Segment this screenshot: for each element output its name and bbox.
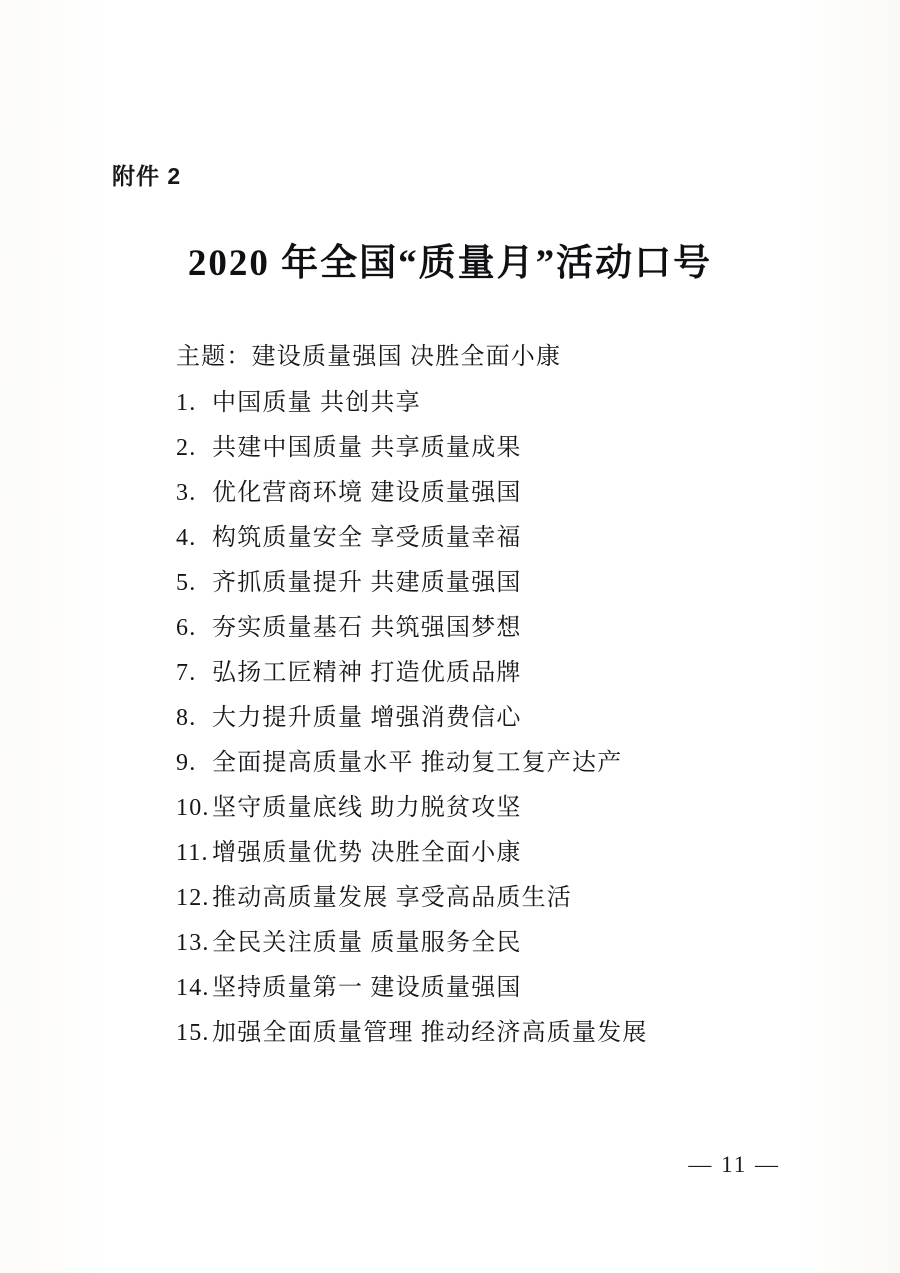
list-item-text: 全民关注质量 质量服务全民 [212,930,522,956]
list-item-text: 中国质量 共创共享 [212,390,421,416]
list-item-text: 坚持质量第一 建设质量强国 [212,975,522,1001]
list-item [176,1011,796,1056]
list-item-number: 11. [176,840,209,866]
list-item-text: 弘扬工匠精神 打造优质品牌 [212,660,522,686]
list-item [176,606,796,651]
document-body [176,335,796,1056]
list-item [176,471,796,516]
list-item-text: 齐抓质量提升 共建质量强国 [212,570,522,596]
list-item-text: 全面提高质量水平 推动复工复产达产 [212,750,623,776]
list-item [176,921,796,966]
list-item [176,426,796,471]
attachment-label: 附件 2 [112,163,182,189]
list-item-number: 15. [176,1020,210,1046]
page-title: 2020 年全国“质量月”活动口号 [187,243,713,284]
list-item [176,516,796,561]
list-item-text: 大力提升质量 增强消费信心 [212,705,522,731]
list-item-number: 7. [176,660,197,686]
list-item-number: 10. [176,795,210,821]
list-item [176,966,796,1011]
list-item-text: 构筑质量安全 享受质量幸福 [212,525,522,551]
list-item-text: 共建中国质量 共享质量成果 [212,435,522,461]
list-item-number: 2. [176,435,197,461]
list-item-number: 12. [176,885,210,911]
list-item-text: 增强质量优势 决胜全面小康 [212,840,522,866]
list-item-text: 坚守质量底线 助力脱贫攻坚 [212,795,522,821]
list-item [176,561,796,606]
list-item-text: 优化营商环境 建设质量强国 [212,480,522,506]
list-item [176,651,796,696]
list-item [176,786,796,831]
list-item-number: 8. [176,705,197,731]
list-item-number: 9. [176,750,197,776]
list-item-text: 夯实质量基石 共筑强国梦想 [212,615,522,641]
list-item-number: 14. [176,975,210,1001]
list-item-number: 1. [176,390,197,416]
list-item-text: 加强全面质量管理 推动经济高质量发展 [212,1020,648,1046]
slogan-list [176,381,796,1056]
list-item-number: 3. [176,480,197,506]
theme-line: 主题：建设质量强国 决胜全面小康 [176,344,562,370]
page-number: — 11 — [688,1152,780,1177]
list-item-text: 推动高质量发展 享受高品质生活 [212,885,572,911]
list-item-number: 6. [176,615,197,641]
list-item [176,741,796,786]
list-item-number: 5. [176,570,197,596]
list-item [176,876,796,921]
list-item [176,831,796,876]
list-item [176,381,796,426]
list-item [176,696,796,741]
list-item-number: 4. [176,525,197,551]
list-item-number: 13. [176,930,210,956]
